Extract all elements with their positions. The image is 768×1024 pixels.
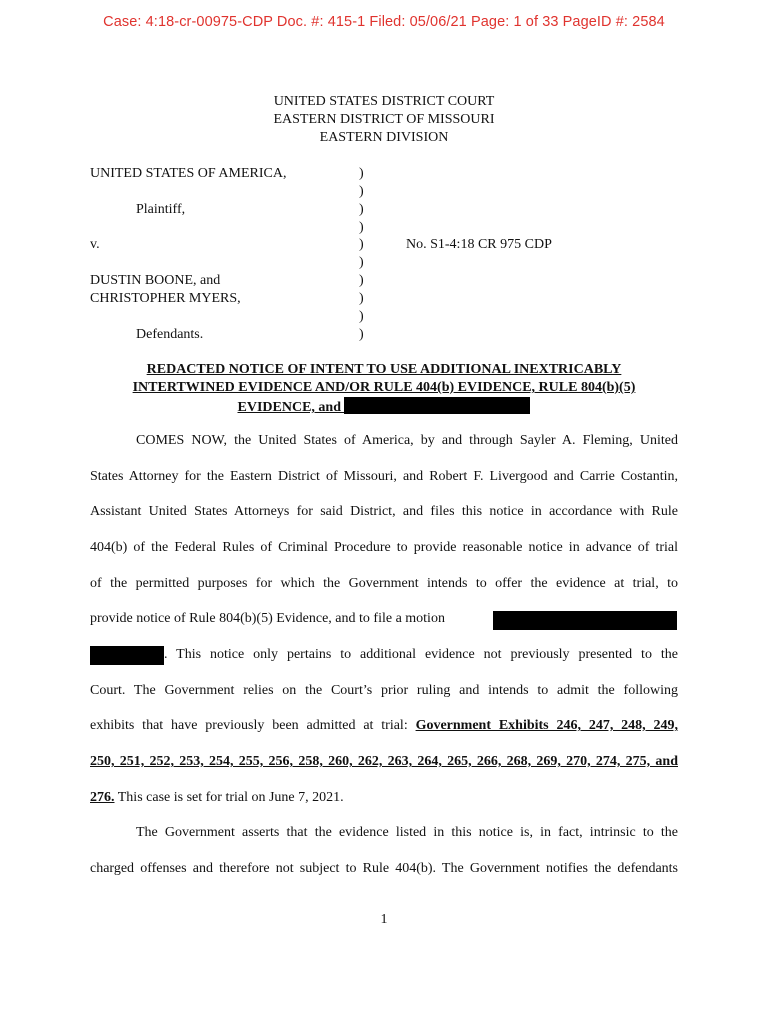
versus-label: v. — [90, 237, 100, 252]
caption-paren: ) — [359, 202, 364, 217]
redaction-box — [344, 397, 530, 414]
body-line: . This notice only pertains to additional evidence not previously presented to the — [164, 647, 678, 662]
defendant-2: CHRISTOPHER MYERS, — [90, 291, 241, 306]
body-line: Assistant United States Attorneys for said District, and files this notice in accordance with Rule — [90, 504, 678, 519]
plaintiff-role: Plaintiff, — [136, 202, 186, 217]
court-heading — [0, 93, 768, 147]
body-line: States Attorney for the Eastern District of Missouri, and Robert F. Livergood and Carrie Costantin, — [90, 469, 678, 484]
body-line — [90, 744, 678, 780]
title-line-3: EVIDENCE, and — [237, 400, 345, 415]
body-line: of the permitted purposes for which the Government intends to offer the evidence at trial, to — [90, 576, 678, 591]
plaintiff-name: UNITED STATES OF AMERICA, — [90, 166, 287, 181]
caption-paren: ) — [359, 309, 364, 324]
defendant-role: Defendants. — [136, 327, 204, 342]
court-line-3: EASTERN DIVISION — [319, 130, 449, 145]
body-line: COMES NOW, the United States of America, by and through Sayler A. Fleming, United — [136, 433, 678, 448]
body-line: The Government asserts that the evidence listed in this notice is, in fact, intrinsic to the — [136, 825, 678, 840]
body-line — [90, 708, 678, 744]
redaction-box — [90, 646, 164, 665]
exhibit-list: Government Exhibits 246, 247, 248, 249, — [415, 718, 679, 733]
caption-paren: ) — [359, 220, 364, 235]
caption-paren: ) — [359, 166, 364, 181]
court-line-1: UNITED STATES DISTRICT COURT — [273, 94, 495, 109]
body-line: charged offenses and therefore not subject to Rule 404(b). The Government notifies the defendants — [90, 861, 678, 876]
caption-paren: ) — [359, 327, 364, 342]
caption-paren: ) — [359, 255, 364, 270]
caption-paren: ) — [359, 273, 364, 288]
defendant-1: DUSTIN BOONE, and — [90, 273, 221, 288]
title-line-1: REDACTED NOTICE OF INTENT TO USE ADDITIONAL INEXTRICABLY — [146, 362, 622, 377]
body-text-segment: This case is set for trial on June 7, 2021. — [114, 790, 344, 805]
caption-paren: ) — [359, 291, 364, 306]
court-line-2: EASTERN DISTRICT OF MISSOURI — [273, 112, 495, 127]
exhibit-list: 276. — [90, 790, 115, 805]
body-line: provide notice of Rule 804(b)(5) Evidence, and to file a motion — [90, 611, 445, 626]
case-header-stamp: Case: 4:18-cr-00975-CDP Doc. #: 415-1 Filed: 05/06/21 Page: 1 of 33 PageID #: 2584 — [103, 14, 665, 30]
body-text-segment: exhibits that have previously been admitted at trial: — [90, 718, 416, 733]
redaction-box — [493, 611, 677, 630]
body-line — [90, 780, 678, 816]
document-title — [0, 361, 768, 417]
body-line: Court. The Government relies on the Court’s prior ruling and intends to admit the following — [90, 683, 678, 698]
page-number: 1 — [380, 912, 388, 927]
case-number: No. S1-4:18 CR 975 CDP — [406, 237, 552, 252]
body-line: 404(b) of the Federal Rules of Criminal Procedure to provide reasonable notice in advance of trial — [90, 540, 678, 555]
title-line-2: INTERTWINED EVIDENCE AND/OR RULE 404(b) EVIDENCE, RULE 804(b)(5) — [132, 380, 636, 395]
exhibit-list: 250, 251, 252, 253, 254, 255, 256, 258, 260, 262, 263, 264, 265, 266, 268, 269, 270, 274, 275, and — [90, 754, 678, 769]
caption-paren: ) — [359, 184, 364, 199]
caption-paren: ) — [359, 237, 364, 252]
